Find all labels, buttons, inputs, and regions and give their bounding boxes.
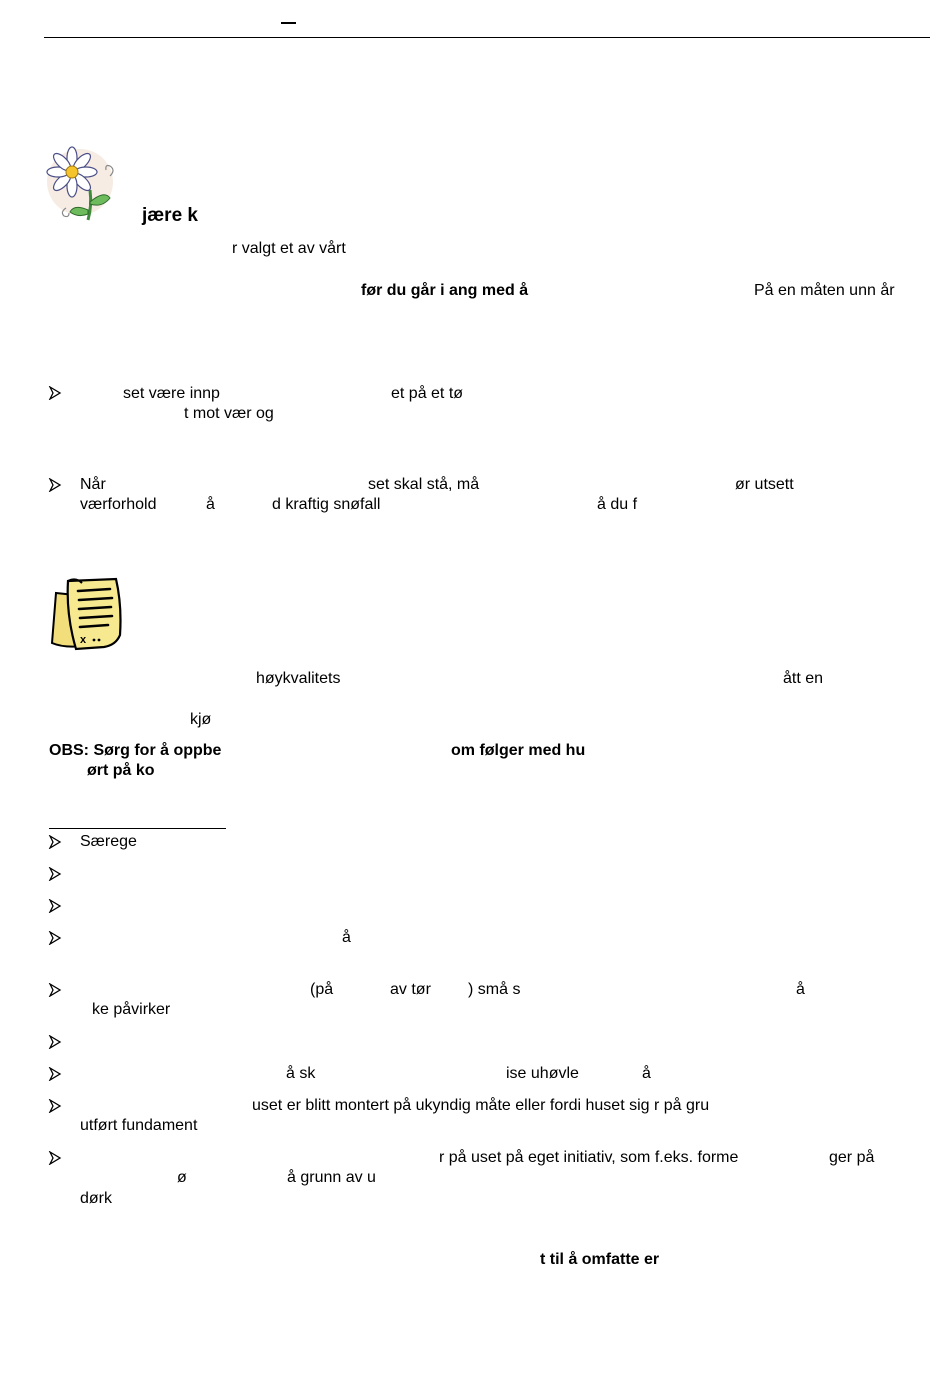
obs-text-a: OBS: Sørg for å oppbe [49,742,222,759]
list-item-5-c: ) små s [468,981,521,998]
list-item-1: Særege [80,833,137,850]
middle-text-c: kjø [190,711,212,728]
list-item-9-b: ger på [829,1149,875,1166]
list-item-5-line2: ke påvirker [92,1001,171,1018]
arrowhead-bullet-icon [48,1067,62,1081]
arrowhead-bullet-icon [48,983,62,997]
bullet-2-line2-a: værforhold [80,496,157,513]
bullet-1-text-line2: t mot vær og [184,405,274,422]
arrowhead-bullet-icon [48,899,62,913]
header-rule [44,37,930,38]
list-item-8-line2: utført fundament [80,1117,198,1134]
section-underline [49,828,226,829]
flower-clipart-icon [44,146,120,222]
list-item-8-a: uset er blitt montert på ukyndig måte eller fordi huset sig r på gru [252,1097,710,1114]
arrowhead-bullet-icon [48,1151,62,1165]
bullet-2-line2-d: å du f [597,496,638,513]
intro-line-2-bold: før du går i ang med å [361,282,529,299]
obs-text-b: om følger med hu [451,742,586,759]
arrowhead-bullet-icon [48,835,62,849]
list-item-9-line2-b: å grunn av u [287,1169,376,1186]
list-item-9-line2-a: ø [177,1169,187,1186]
list-item-9-a: r på uset på eget initiativ, som f.eks. forme [439,1149,739,1166]
bullet-2-text-a: Når [80,476,106,493]
middle-text-b: ått en [783,670,824,687]
arrowhead-bullet-icon [48,386,62,400]
list-item-7-a: å sk [286,1065,316,1082]
obs-text-c: ørt på ko [87,762,155,779]
bullet-2-line2-b: å [206,496,215,513]
header-dash [281,22,296,24]
arrowhead-bullet-icon [48,1035,62,1049]
bullet-1-text-a: set være innp [123,385,220,402]
middle-text-a: høykvalitets [256,670,341,687]
notepad-clipart-icon [46,575,126,653]
bullet-2-text-b: set skal stå, må [368,476,480,493]
list-item-7-b: ise uhøvle [506,1065,579,1082]
bullet-2-line2-c: d kraftig snøfall [272,496,381,513]
arrowhead-bullet-icon [48,1099,62,1113]
list-item-9-line3: dørk [80,1190,112,1207]
svg-text:x: x [80,634,87,646]
bullet-2-text-c: ør utsett [735,476,794,493]
footer-bold-text: t til å omfatte er [540,1251,660,1268]
intro-line-2-right: På en måten unn år [754,282,895,299]
arrowhead-bullet-icon [48,867,62,881]
list-item-5-b: av tør [390,981,431,998]
arrowhead-bullet-icon [48,478,62,492]
arrowhead-bullet-icon [48,931,62,945]
bullet-1-text-b: et på et tø [391,385,464,402]
intro-heading: jære k [142,205,198,226]
list-item-4: å [342,929,351,946]
list-item-5-d: å [796,981,805,998]
list-item-5-a: (på [310,981,334,998]
list-item-7-c: å [642,1065,651,1082]
intro-line-1: r valgt et av vårt [232,240,346,257]
